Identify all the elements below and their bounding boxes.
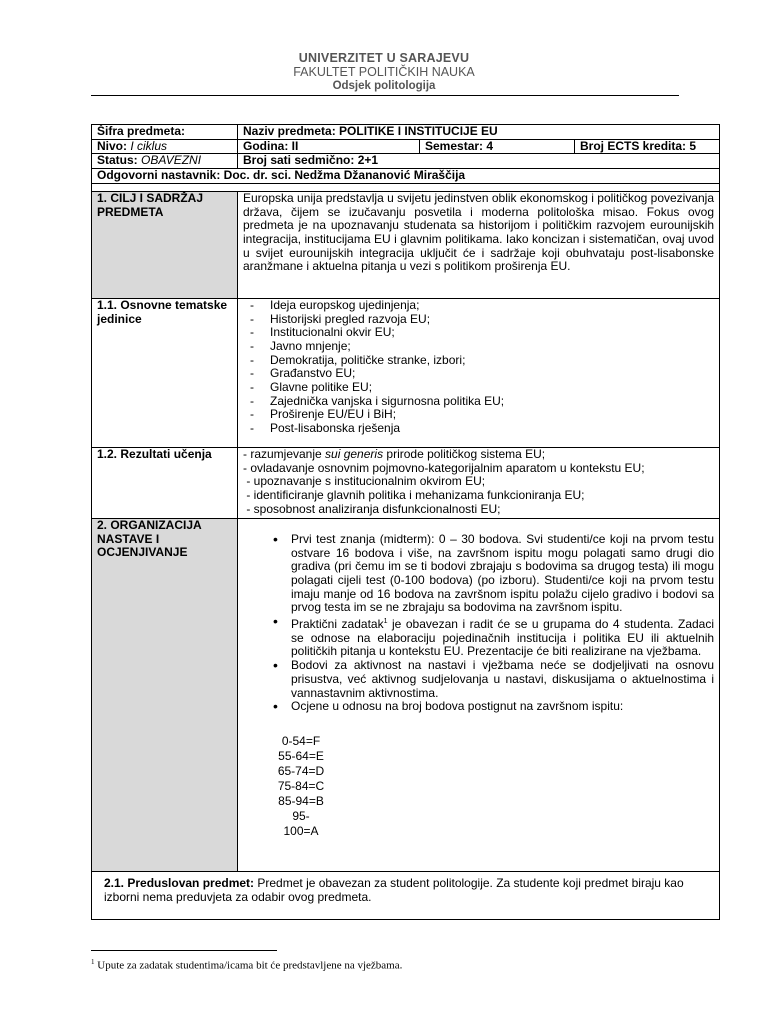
topic-item: - Ideja europskog ujedinjenja; xyxy=(243,299,714,313)
level-cell xyxy=(92,139,238,154)
topic-item: - Javno mnjenje; xyxy=(243,340,714,354)
section-1-2-row xyxy=(92,447,720,518)
footnote-text: Upute za zadatak studentima/icama bit će predstavljene na vježbama. xyxy=(94,959,403,972)
course-title-cell: Naziv predmeta: POLITIKE I INSTITUCIJE EU xyxy=(238,125,720,140)
section-1-text: Europska unija predstavlja u svijetu jedinstven oblik ekonomskog i političkog povezivanja država, čijem se izučavanju posvetila i moderna politološka misao. Fokus ovog predmeta je na upoznavanju studenata sa historijom i političkim razvojem eurounijskih integracija, institucijama EU i glavnim politikama. Iako koncizan i sistematičan, ovaj uvod u svijet eurounijskih integracija uključit će i sadržaje koji obuhvataju post-lisabonske aranžmane i aktuelna pitanja u vezi s politikom proširenja EU. xyxy=(238,191,720,298)
topic-item: - Glavne politike EU; xyxy=(243,381,714,395)
assessment-text: je obavezan i radit će se u grupama do 4 studenta. Zadaci se odnose na elaboraciju pojedinačnih institucija i politika EU ili aktuelnih političkih pitanja u kontekstu EU. Prezentacije će biti realizirane na vježbama. xyxy=(291,617,715,659)
info-row-4 xyxy=(92,169,720,184)
level-label: Nivo: xyxy=(97,138,127,153)
semester-cell: Semestar: 4 xyxy=(420,139,575,154)
section-1-1-content xyxy=(238,298,720,447)
ects-cell: Broj ECTS kredita: 5 xyxy=(575,139,720,154)
university-name: UNIVERZITET U SARAJEVU xyxy=(298,51,470,65)
grade-item: 65-74=D xyxy=(277,763,325,778)
outcome-item: - identificiranje glavnih politika i mehanizama funkcioniranja EU; xyxy=(243,487,585,502)
assessment-item: • Bodovi za aktivnost na nastavi i vježbama neće se dodjeljivati na osnovu prisustva, već aktivnog sudjelovanja u nastavi, diskusijama o aktuelnostima i vannastavnim aktivnostima. xyxy=(273,659,714,700)
topic-item: - Institucionalni okvir EU; xyxy=(243,326,714,340)
outcome-item xyxy=(243,448,714,462)
topic-item: - Zajednička vanjska i sigurnosna politika EU; xyxy=(243,395,714,409)
topic-item: - Historijski pregled razvoja EU; xyxy=(243,313,714,327)
prerequisite-label: 2.1. Preduslovan predmet: xyxy=(104,875,255,890)
section-1-2-content xyxy=(238,447,720,518)
section-1-1-label: 1.1. Osnovne tematske jedinice xyxy=(92,298,238,447)
grade-item: 0-54=F xyxy=(281,733,321,748)
grade-item: 85-94=B xyxy=(278,793,324,808)
section-1-row xyxy=(92,191,720,298)
status-value: OBAVEZNI xyxy=(141,153,202,168)
section-1-1-row xyxy=(92,298,720,447)
course-code-cell: Šifra predmeta: xyxy=(92,125,238,140)
outcome-item: - sposobnost analiziranja disfunkcionalnosti EU; xyxy=(243,501,501,516)
topic-item: - Proširenje EU/EU i BiH; xyxy=(243,408,714,422)
grade-item: 75-84=C xyxy=(277,778,325,793)
assessment-item xyxy=(273,615,714,659)
syllabus-table xyxy=(91,124,720,920)
outcome-item: - ovladavanje osnovnim pojmovno-kategorijalnim aparatom u kontekstu EU; xyxy=(243,460,645,475)
topic-list xyxy=(243,299,714,436)
year-cell: Godina: II xyxy=(238,139,420,154)
footnote-ref: 1 xyxy=(383,618,388,626)
info-row-3 xyxy=(92,154,720,169)
outcome-item: - upoznavanje s institucionalnim okvirom EU; xyxy=(243,474,486,489)
prerequisite-text: Predmet je obavezan za student politologije. Za studente koji predmet biraju kao izborni nema preduvjeta za odabir ovog predmeta. xyxy=(104,875,684,904)
section-2-1-row xyxy=(92,871,720,919)
assessment-item: • Prvi test znanja (midterm): 0 – 30 bodova. Svi studenti/ce koji na prvom testu ostvare 16 bodova i više, na završnom ispitu mogu polagati samo drugi dio gradiva (pri čemu im se ti bodovi zbrajaju s bodovima sa drugog testa) ili mogu polagati cijeli test (0-100 bodova) (po izboru). Studenti/ce koji na prvom testu imaju manje od 16 bodova na završnom ispitu polažu cijelo gradivo i bodovi sa prvog testa im se ne zbrajaju sa bodovima na završnom ispitu. xyxy=(273,533,714,615)
status-label: Status: xyxy=(97,153,138,168)
section-2-label: 2. ORGANIZACIJA NASTAVE I OCJENJIVANJE xyxy=(92,518,238,871)
level-value: I ciklus xyxy=(130,138,168,153)
header-divider xyxy=(91,95,679,96)
grade-item: 55-64=E xyxy=(278,748,324,763)
topic-item: - Građanstvo EU; xyxy=(243,367,714,381)
assessment-item: • Ocjene u odnosu na broj bodova postignut na završnom ispitu: xyxy=(273,700,714,714)
outcome-emphasis: sui generis xyxy=(325,446,384,461)
assessment-text: Praktični zadatak xyxy=(291,617,384,632)
footnote-divider xyxy=(91,950,277,951)
outcome-text: prirode političkog sistema EU; xyxy=(383,446,546,461)
info-row-2 xyxy=(92,139,720,154)
topic-item: - Demokratija, političke stranke, izbori; xyxy=(243,354,714,368)
hours-cell: Broj sati sedmično: 2+1 xyxy=(238,154,720,169)
info-row-1 xyxy=(92,125,720,140)
prerequisite-cell xyxy=(92,871,720,919)
status-cell xyxy=(92,154,238,169)
section-2-content xyxy=(238,518,720,871)
instructor-cell: Odgovorni nastavnik: Doc. dr. sci. Nedžma Džananović Miraščija xyxy=(92,169,720,184)
topic-item: - Post-lisabonska rješenja xyxy=(243,422,714,436)
section-1-2-label: 1.2. Rezultati učenja xyxy=(92,447,238,518)
faculty-name: FAKULTET POLITIČKIH NAUKA xyxy=(293,65,475,79)
footnote-mark: 1 xyxy=(91,958,95,966)
grading-scale xyxy=(275,734,714,839)
section-2-row xyxy=(92,518,720,871)
section-1-label: 1. CILJ I SADRŽAJ PREDMETA xyxy=(92,191,238,298)
grade-item: 95-100=A xyxy=(283,808,319,838)
department-name: Odsjek politologija xyxy=(332,80,436,92)
outcome-text: - razumjevanje xyxy=(243,446,326,461)
assessment-list xyxy=(243,533,714,714)
footnote xyxy=(91,958,402,972)
